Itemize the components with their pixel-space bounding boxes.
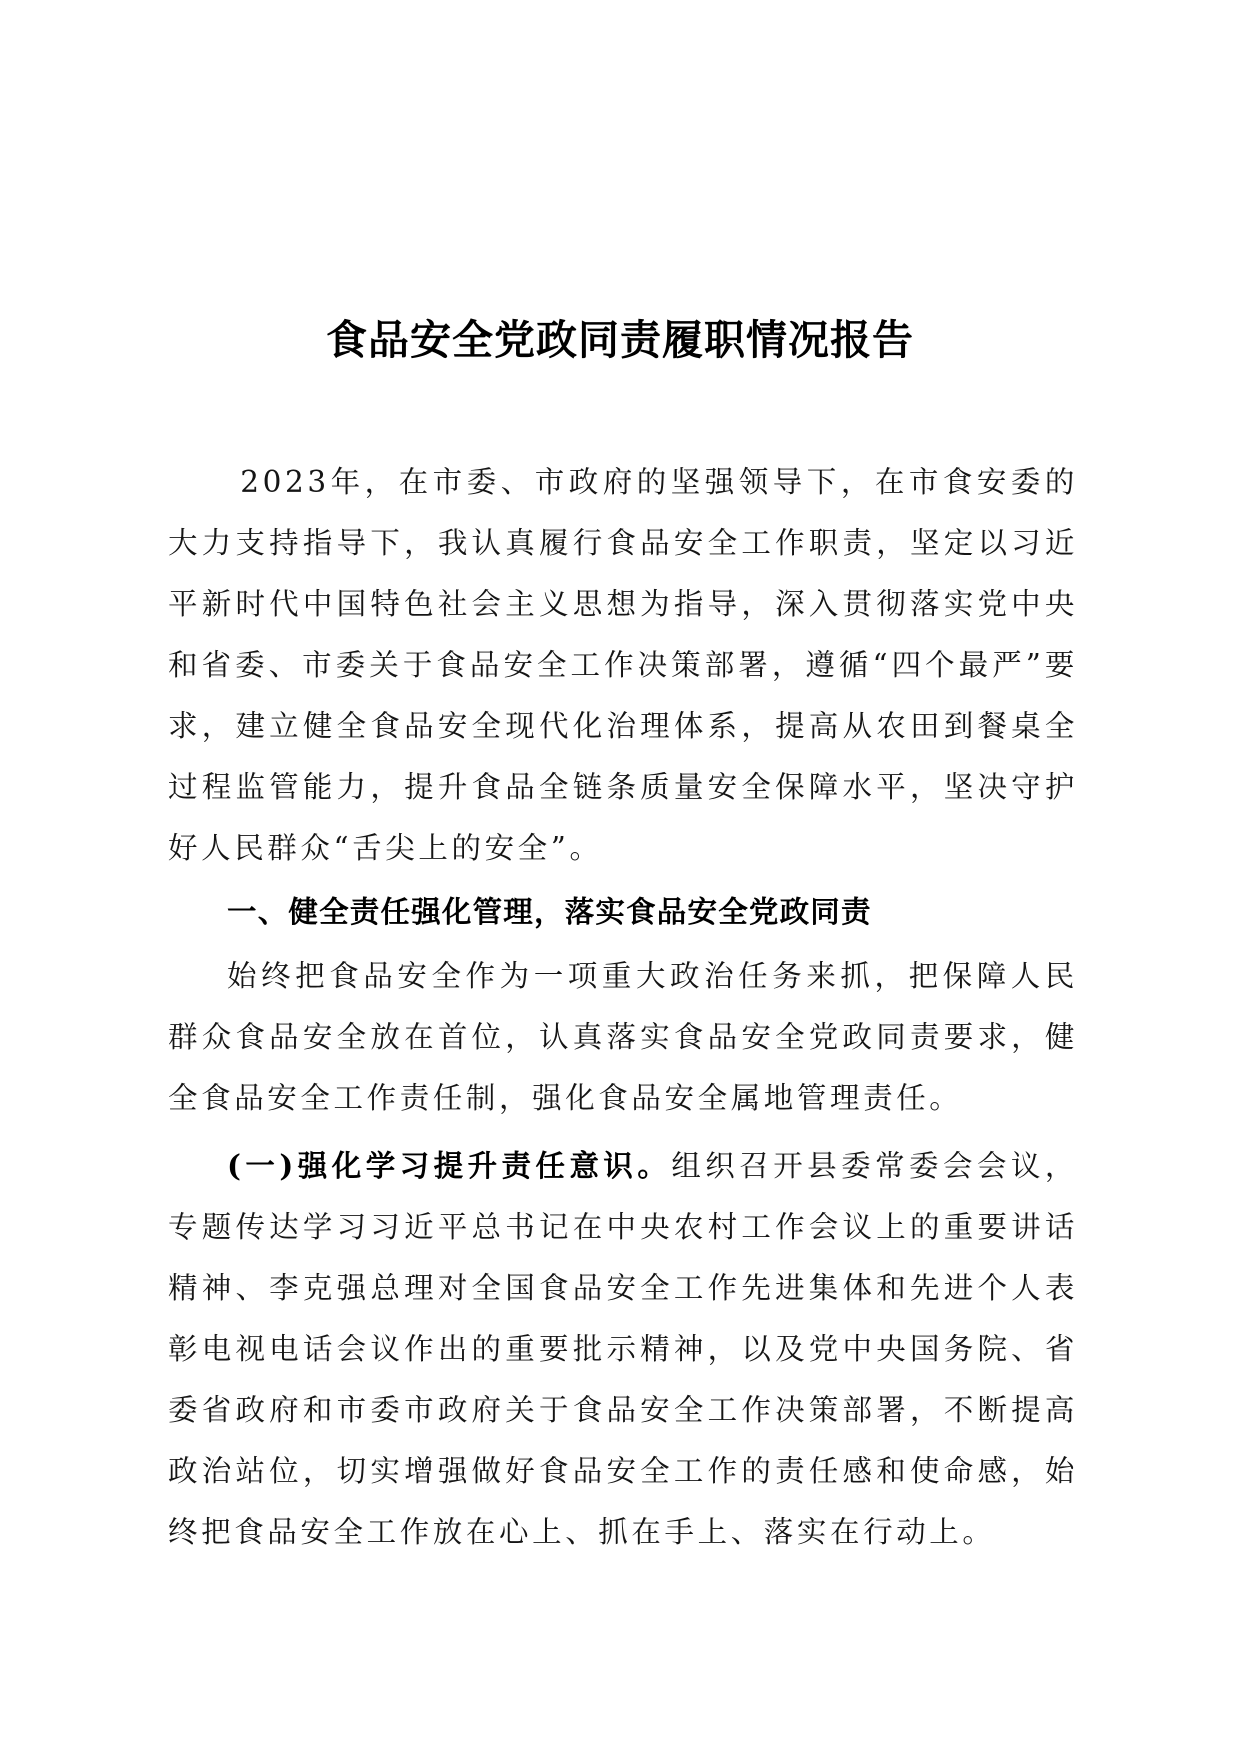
intro-paragraph: 2023年，在市委、市政府的坚强领导下，在市食安委的大力支持指导下，我认真履行食品安全工作职责，坚定以习近平新时代中国特色社会主义思想为指导，深入贯彻落实党中央和省委、市委关于食品安全工作决策部署，遵循“四个最严”要求，建立健全食品安全现代化治理体系，提高从农田到餐桌全过程监管能力，提升食品全链条质量安全保障水平，坚决守护好人民群众“舌尖上的安全”。 [168, 465, 1078, 865]
document-title: 食品安全党政同责履职情况报告 [326, 316, 914, 364]
subsection-lead: (一)强化学习提升责任意识。 [227, 1148, 672, 1183]
subsection-text: 组织召开县委常委会会议，专题传达学习习近平总书记在中央农村工作会议上的重要讲话精神、李克强总理对全国食品安全工作先进集体和先进个人表彰电视电话会议作出的重要批示精神，以及党中央国务院、省委省政府和市委市政府关于食品安全工作决策部署，不断提高政治站位，切实增强做好食品安全工作的责任感和使命感，始终把食品安全工作放在心上、抓在手上、落实在行动上。 [168, 1149, 1078, 1549]
subsection-paragraph [168, 1135, 1078, 1563]
section-heading: 一、健全责任强化管理，落实食品安全党政同责 [227, 895, 872, 929]
section-paragraph: 始终把食品安全作为一项重大政治任务来抓，把保障人民群众食品安全放在首位，认真落实食品安全党政同责要求，健全食品安全工作责任制，强化食品安全属地管理责任。 [168, 959, 1078, 1115]
document-body [168, 452, 1078, 1563]
